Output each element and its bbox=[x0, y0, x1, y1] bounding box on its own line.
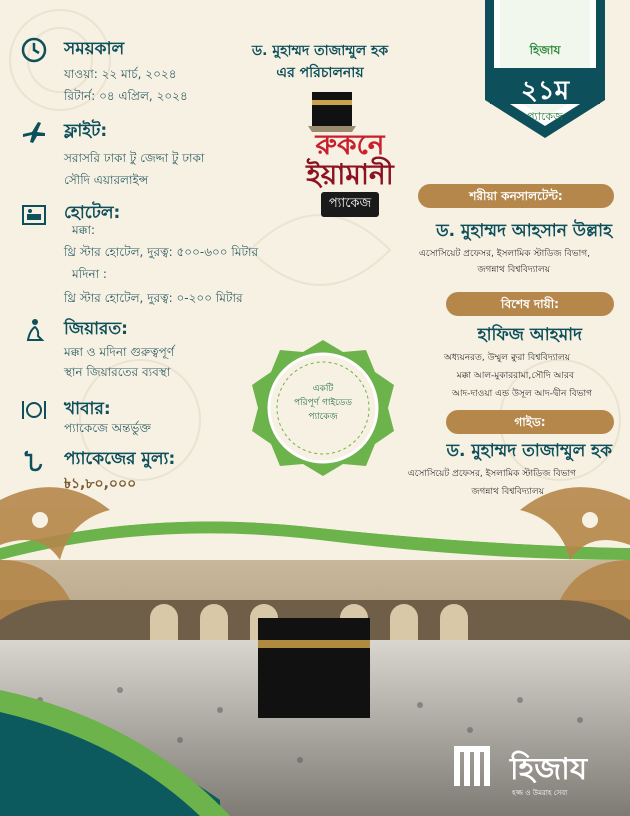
title-line1: রুকনে bbox=[315, 128, 385, 161]
edition-package-label: প্যাকেজ bbox=[527, 110, 563, 123]
corner-brand: হিজায bbox=[529, 43, 561, 57]
time-departure: যাওয়া: ২২ মার্চ, ২০২৪ bbox=[64, 67, 177, 81]
section-ziyarat bbox=[20, 316, 250, 382]
guide-desc2: জগন্নাথ বিশ্ববিদ্যালয় bbox=[471, 487, 544, 497]
section-hotel bbox=[20, 200, 259, 310]
footer-brand: হিজায bbox=[510, 752, 588, 787]
kaaba-icon bbox=[308, 92, 356, 132]
special-name: হাফিজ আহমাদ bbox=[477, 325, 582, 345]
hotel-title: হোটেল: bbox=[64, 203, 121, 223]
ziyarat-line1: মক্কা ও মদিনা গুরুত্বপূর্ণ bbox=[64, 345, 175, 359]
shariah-desc2: জগন্নাথ বিশ্ববিদ্যালয় bbox=[477, 265, 550, 275]
edition-number: ২১ম bbox=[520, 76, 570, 106]
ziyarat-title: জিয়ারত: bbox=[64, 319, 128, 339]
badge-line1: একটি bbox=[312, 384, 334, 394]
organizer-note: এর পরিচালনায় bbox=[276, 65, 364, 81]
special-label: বিশেষ দায়ী: bbox=[446, 292, 614, 316]
flight-route: সরাসরি ঢাকা টু জেদ্দা টু ঢাকা bbox=[64, 151, 205, 165]
hotel-madinah-label: মদিনা : bbox=[72, 267, 107, 281]
ziyarat-line2: স্থান জিয়ারতের ব্যবস্থা bbox=[64, 365, 171, 379]
section-flight bbox=[20, 118, 250, 188]
section-time bbox=[20, 36, 250, 106]
prayer-icon bbox=[20, 316, 48, 344]
guide-desc1: এসোসিয়েট প্রফেসর, ইসলামিক স্টাডিজ বিভাগ bbox=[407, 469, 576, 479]
shariah-name: ড. মুহাম্মদ আহসান উল্লাহ bbox=[436, 221, 612, 241]
section-food bbox=[20, 396, 250, 436]
package-title bbox=[275, 130, 425, 217]
footer-tagline: হজ্জ ও উমরাহ সেবা bbox=[512, 789, 568, 797]
time-title: সময়কাল bbox=[64, 39, 125, 59]
airplane-icon bbox=[20, 118, 48, 146]
title-sub: প্যাকেজ bbox=[321, 192, 379, 217]
clock-icon bbox=[20, 36, 48, 64]
time-return: রিটার্ন: ০৪ এপ্রিল, ২০২৪ bbox=[64, 89, 188, 103]
food-title: খাবার: bbox=[64, 399, 111, 419]
hotel-madinah-detail: থ্রি স্টার হোটেল, দুরত্ব: ০-২০০ মিটার bbox=[64, 291, 243, 305]
taka-icon bbox=[20, 446, 48, 474]
special-desc1: অধ্যয়নরত, উম্মুল ক্বুরা বিশ্ববিদ্যালয় bbox=[444, 353, 570, 363]
food-included: প্যাকেজে অন্তর্ভুক্ত bbox=[64, 421, 151, 435]
shariah-desc1: এসোসিয়েট প্রফেসর, ইসলামিক স্টাডিজ বিভাগ, bbox=[419, 249, 590, 259]
hotel-makkah-detail: থ্রি স্টার হোটেল, দুরত্ব: ৫০০-৬০০ মিটার bbox=[64, 245, 259, 259]
price-title: প্যাকেজের মুল্য: bbox=[64, 449, 176, 469]
badge-line2: পরিপূর্ণ গাইডেড bbox=[293, 398, 353, 408]
shariah-label: শরীয়া কনসালটেন্ট: bbox=[418, 184, 614, 208]
organizer bbox=[220, 40, 420, 84]
guide-label: গাইড: bbox=[446, 410, 614, 434]
flight-airline: সৌদি এয়ারলাইন্স bbox=[64, 173, 149, 187]
special-desc3: আদ-দাওয়া এন্ড উসূল আদ-দ্বীন বিভাগ bbox=[451, 389, 592, 399]
badge-line3: প্যাকেজ bbox=[308, 412, 338, 422]
flight-title: ফ্লাইট: bbox=[64, 121, 108, 141]
special-desc2: মক্কা আল-মুকাররামা,সৌদি আরব bbox=[456, 371, 574, 381]
guide-name: ড. মুহাম্মদ তাজাম্মুল হক bbox=[446, 441, 612, 461]
section-price bbox=[20, 446, 250, 490]
brand-logo-icon bbox=[452, 742, 504, 792]
hotel-icon bbox=[20, 200, 48, 228]
badge-text bbox=[283, 382, 363, 424]
price-value: ৳১,৮০,০০০ bbox=[64, 476, 137, 492]
organizer-name: ড. মুহাম্মদ তাজাম্মুল হক bbox=[251, 43, 389, 59]
hotel-makkah-label: মক্কা: bbox=[72, 223, 96, 237]
title-line2: ইয়ামানী bbox=[306, 158, 394, 191]
dining-icon bbox=[20, 396, 48, 424]
